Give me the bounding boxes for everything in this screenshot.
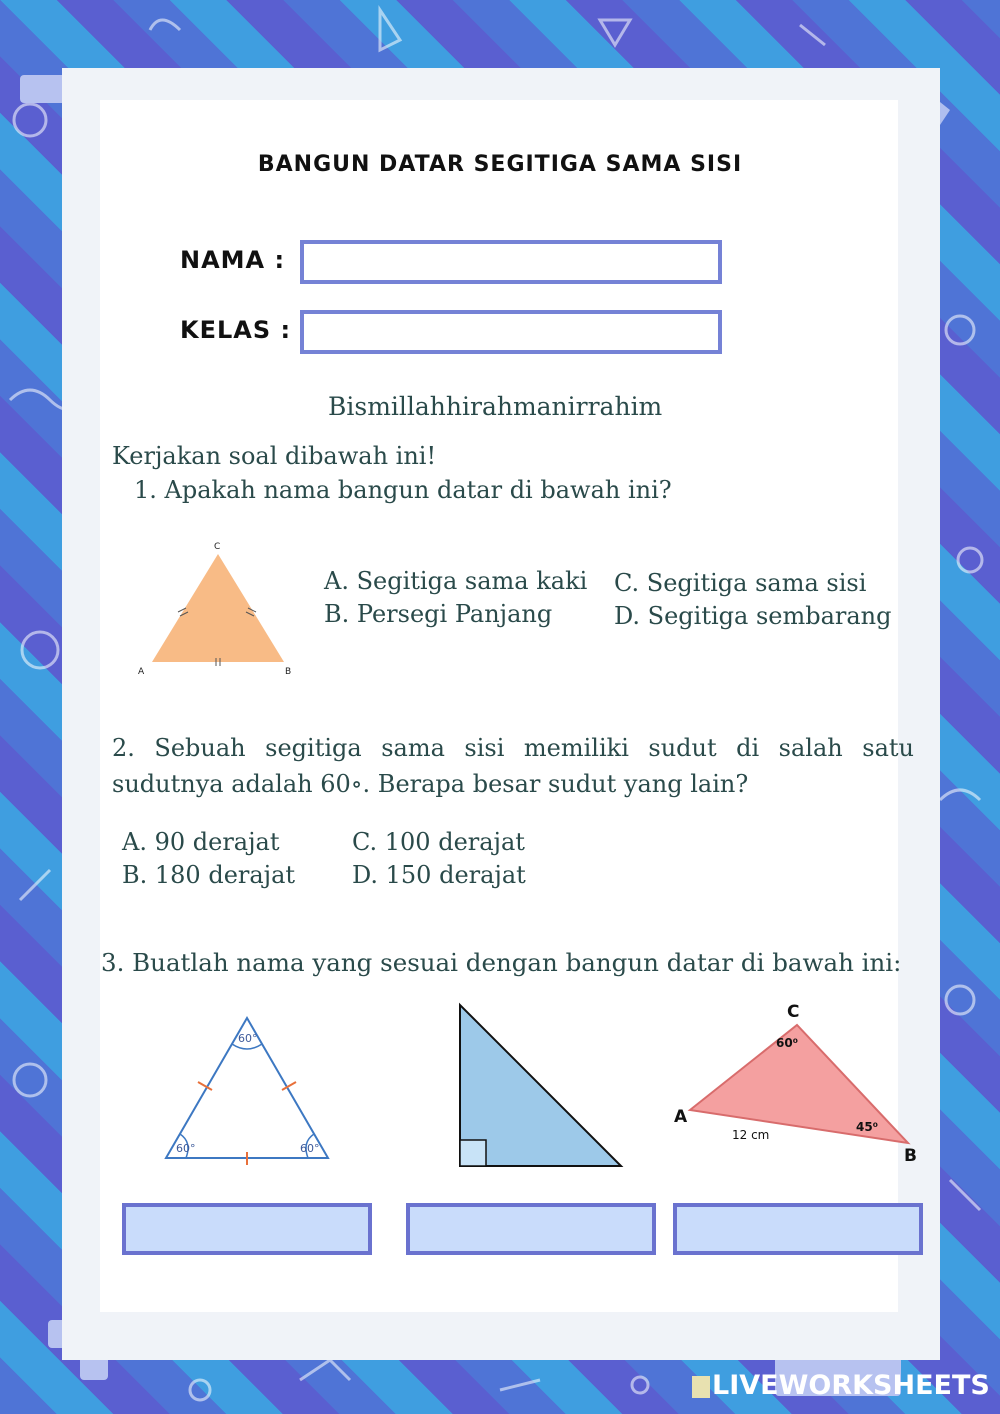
q1-option-d[interactable]: D. Segitiga sembarang — [614, 602, 892, 630]
q3-fig1-angle-left: 60° — [176, 1142, 196, 1155]
q3-scalene-figure — [670, 995, 930, 1175]
q1-vertex-b: B — [285, 667, 292, 677]
q3-fig3-angle-b: 45⁰ — [856, 1120, 878, 1134]
q3-fig3-vertex-c: C — [787, 1002, 800, 1022]
answer-box-1[interactable] — [122, 1203, 372, 1255]
q1-vertex-a: A — [138, 667, 145, 677]
answer-box-3[interactable] — [673, 1203, 923, 1255]
q1-option-c[interactable]: C. Segitiga sama sisi — [614, 569, 867, 597]
q1-triangle-figure — [130, 538, 300, 680]
q1-option-b[interactable]: B. Persegi Panjang — [324, 600, 553, 628]
q3-fig3-vertex-a: A — [674, 1107, 688, 1127]
q2-option-a[interactable]: A. 90 derajat — [122, 828, 280, 856]
nama-input[interactable] — [300, 240, 722, 284]
q2-option-d[interactable]: D. 150 derajat — [352, 861, 526, 889]
page-title: BANGUN DATAR SEGITIGA SAMA SISI — [257, 152, 743, 177]
q1-vertex-c: C — [214, 542, 221, 552]
q3-right-triangle-figure — [455, 1000, 627, 1172]
q1-option-a[interactable]: A. Segitiga sama kaki — [324, 567, 588, 595]
q3-fig3-vertex-b: B — [904, 1146, 917, 1166]
answer-box-2[interactable] — [406, 1203, 656, 1255]
q3-equilateral-figure — [160, 1010, 335, 1165]
q2-option-c[interactable]: C. 100 derajat — [352, 828, 525, 856]
q2-question: 2. Sebuah segitiga sama sisi memiliki sudut di salah satu sudutnya adalah 60∘. Berapa besar sudut yang lain? — [112, 734, 914, 798]
kelas-input[interactable] — [300, 310, 722, 354]
q3-question: 3. Buatlah nama yang sesuai dengan bangun datar di bawah ini: — [101, 948, 902, 977]
watermark-text: LIVEWORKSHEETS — [712, 1370, 990, 1401]
q2-option-b[interactable]: B. 180 derajat — [122, 861, 296, 889]
nama-label: NAMA : — [180, 246, 286, 274]
q1-question: 1. Apakah nama bangun datar di bawah ini? — [134, 476, 672, 504]
q3-fig1-angle-top: 60° — [238, 1032, 258, 1045]
q3-fig1-angle-right: 60° — [300, 1142, 320, 1155]
greeting-text: Bismillahhirahmanirrahim — [328, 392, 663, 421]
q3-fig3-side-ab: 12 cm — [732, 1128, 770, 1142]
kelas-label: KELAS : — [180, 316, 292, 344]
q1-triangle — [152, 554, 284, 662]
liveworksheets-logo-icon — [692, 1376, 710, 1398]
q3-fig3-angle-c: 60⁰ — [776, 1036, 798, 1050]
liveworksheets-watermark — [692, 1370, 990, 1401]
instruction-text: Kerjakan soal dibawah ini! — [112, 442, 437, 470]
